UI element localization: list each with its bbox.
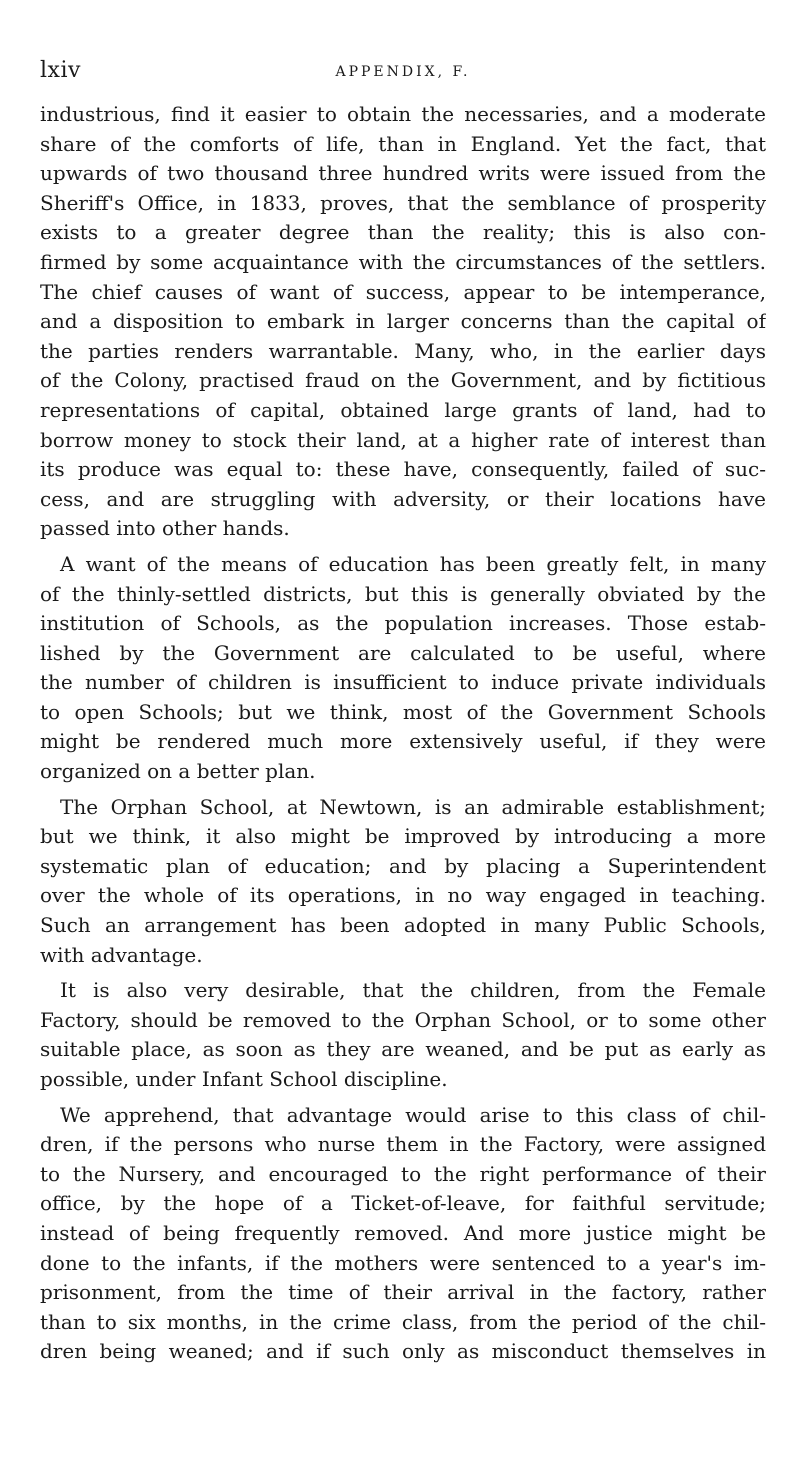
- text-line: to the Nursery, and encouraged to the right performance of their: [40, 1161, 766, 1186]
- page: [40, 56, 766, 1367]
- text-line: Such an arrangement has been adopted in many Public Schools,: [40, 913, 766, 938]
- text-line: and a disposition to embark in larger concerns than the capital of: [40, 309, 766, 334]
- text-line: It is also very desirable, that the children, from the Female: [60, 978, 766, 1003]
- text-line: firmed by some acquaintance with the circumstances of the settlers.: [40, 249, 766, 274]
- text-line: exists to a greater degree than the reality; this is also con-: [40, 220, 766, 245]
- text-line: dren, if the persons who nurse them in the Factory, were assigned: [40, 1132, 766, 1157]
- text-line: of the thinly-settled districts, but this is generally obviated by the: [40, 581, 766, 606]
- paragraph: [40, 100, 766, 544]
- text-line: of the Colony, practised fraud on the Government, and by fictitious: [40, 368, 766, 393]
- text-line: with advantage.: [40, 942, 203, 967]
- text-line: might be rendered much more extensively useful, if they were: [40, 729, 766, 754]
- paragraph: [40, 550, 766, 787]
- text-line: to open Schools; but we think, most of the Government Schools: [40, 699, 766, 724]
- page-number: lxiv: [40, 58, 81, 83]
- text-line: cess, and are struggling with adversity, or their locations have: [40, 486, 766, 511]
- text-line: office, by the hope of a Ticket-of-leave, for faithful servitude;: [40, 1191, 766, 1216]
- text-line: A want of the means of education has been greatly felt, in many: [60, 551, 766, 576]
- text-line: suitable place, as soon as they are weaned, and be put as early as: [40, 1037, 766, 1062]
- text-line: industrious, find it easier to obtain the necessaries, and a moderate: [40, 102, 766, 126]
- text-line: organized on a better plan.: [40, 759, 316, 784]
- paragraph: [40, 976, 766, 1094]
- text-line: but we think, it also might be improved by introducing a more: [40, 824, 766, 849]
- paragraph: [40, 1101, 766, 1367]
- text-line: Factory, should be removed to the Orphan School, or to some other: [40, 1007, 766, 1032]
- text-line: The Orphan School, at Newtown, is an admirable establishment;: [60, 794, 766, 819]
- running-head: [40, 56, 766, 86]
- text-line: institution of Schools, as the population increases. Those estab-: [40, 611, 766, 636]
- text-line: The chief causes of want of success, appear to be intemperance,: [40, 279, 766, 304]
- running-title: APPENDIX, F.: [335, 64, 471, 80]
- text-line: passed into other hands.: [40, 516, 290, 541]
- text-line: dren being weaned; and if such only as misconduct themselves in: [40, 1339, 766, 1364]
- text-line: the parties renders warrantable. Many, who, in the earlier days: [40, 338, 766, 363]
- text-line: share of the comforts of life, than in England. Yet the fact, that: [40, 131, 766, 156]
- text-line: possible, under Infant School discipline.: [40, 1067, 448, 1091]
- body-text: [40, 100, 766, 1367]
- text-line: the number of children is insufficient to induce private individuals: [40, 670, 766, 695]
- text-line: done to the infants, if the mothers were sentenced to a year's im-: [40, 1250, 766, 1275]
- text-line: over the whole of its operations, in no way engaged in teaching.: [40, 883, 766, 908]
- text-line: lished by the Government are calculated to be useful, where: [40, 640, 766, 665]
- text-line: instead of being frequently removed. And more justice might be: [40, 1220, 766, 1245]
- text-line: its produce was equal to: these have, consequently, failed of suc-: [40, 457, 766, 482]
- text-line: Sheriff's Office, in 1833, proves, that the semblance of prosperity: [40, 190, 766, 215]
- text-line: We apprehend, that advantage would arise to this class of chil-: [60, 1102, 766, 1127]
- text-line: prisonment, from the time of their arrival in the factory, rather: [40, 1280, 766, 1305]
- text-line: borrow money to stock their land, at a higher rate of interest than: [40, 427, 766, 452]
- text-line: representations of capital, obtained large grants of land, had to: [40, 397, 766, 422]
- text-line: systematic plan of education; and by placing a Superintendent: [40, 853, 766, 878]
- paragraph: [40, 793, 766, 971]
- text-line: upwards of two thousand three hundred writs were issued from the: [40, 161, 766, 186]
- text-line: than to six months, in the crime class, from the period of the chil-: [40, 1309, 766, 1334]
